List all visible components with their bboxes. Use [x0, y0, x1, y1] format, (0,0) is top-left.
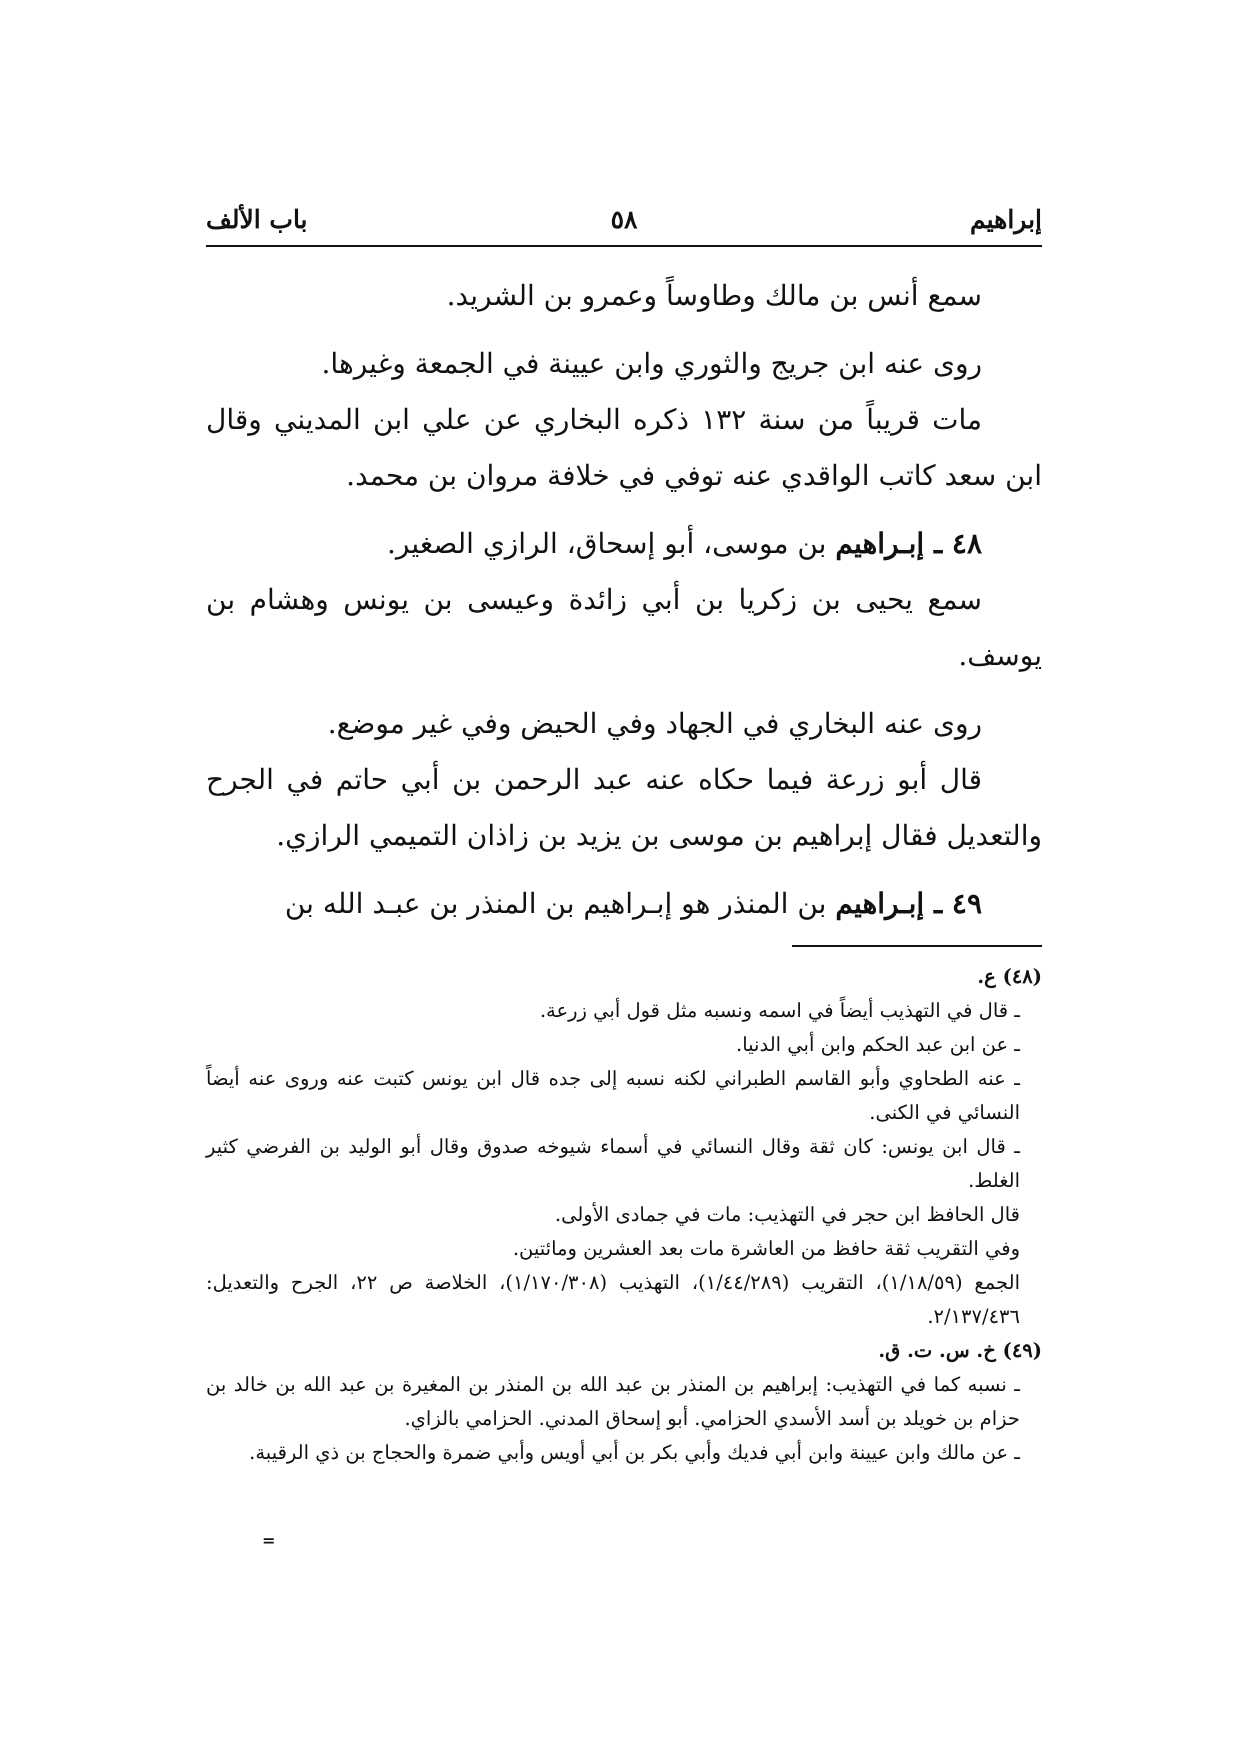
footnote-references: الجمع (١/١٨/٥٩)، التقريب (١/٤٤/٢٨٩)، التهذيب (١/١٧٠/٣٠٨)، الخلاصة ص ٢٢، الجرح والتعديل: ٢/١٣٧/٤٣٦. — [206, 1271, 1021, 1328]
footnote-49-marker: (٤٩) خ. س. ت. ق. — [878, 1339, 1042, 1362]
footnote-line: ـ عن ابن عبد الحكم وابن أبي الدنيا. — [736, 1033, 1020, 1056]
footnote-line: ـ قال في التهذيب أيضاً في اسمه ونسبه مثل قول أبي زرعة. — [539, 999, 1020, 1022]
running-header — [206, 205, 1042, 245]
paragraph-death: مات قريباً من سنة ١٣٢ ذكره البخاري عن علي ابن المديني وقال ابن سعد كاتب الواقدي عنه توفي في خلافة مروان بن محمد. — [206, 403, 1042, 492]
page-number: ٥٨ — [610, 205, 638, 234]
footnote-line: قال الحافظ ابن حجر في التهذيب: مات في جمادى الأولى. — [554, 1203, 1020, 1226]
header-divider — [206, 245, 1042, 247]
entry-49-number: ٤٩ ـ إبـراهيم — [835, 887, 982, 920]
footnote-line: ـ عنه الطحاوي وأبو القاسم الطبراني لكنه نسبه إلى جده قال ابن يونس كتبت عنه وروى عنه أيضاً النسائي في الكنى. — [206, 1067, 1020, 1124]
entry-48-heading — [206, 516, 1042, 572]
paragraph-entry48-narrated-by: روى عنه البخاري في الجهاد وفي الحيض وفي غير موضع. — [327, 707, 982, 740]
footnote-divider — [792, 945, 1042, 947]
entry-48-number: ٤٨ ـ إبـراهيم — [835, 527, 982, 560]
paragraph-entry48-heard-from: سمع يحيى بن زكريا بن أبي زائدة وعيسى بن يونس وهشام بن يوسف. — [206, 583, 1042, 672]
footnotes — [206, 960, 1042, 1470]
paragraph-narrated-by: روى عنه ابن جريج والثوري وابن عيينة في الجمعة وغيرها. — [321, 347, 982, 380]
entry-49-heading — [206, 876, 1042, 932]
header-chapter-title: باب الألف — [206, 205, 308, 234]
header-section-title: إبراهيم — [969, 205, 1042, 234]
main-text — [206, 268, 1042, 932]
entry-48-name: بن موسى، أبو إسحاق، الرازي الصغير. — [387, 527, 827, 560]
footnote-line: وفي التقريب ثقة حافظ من العاشرة مات بعد العشرين ومائتين. — [512, 1237, 1020, 1260]
footnote-line: ـ عن مالك وابن عيينة وابن أبي فديك وأبي بكر بن أبي أويس وأبي ضمرة والحجاج بن ذي الرقيبة. — [249, 1441, 1020, 1464]
paragraph-entry48-abu-zura: قال أبو زرعة فيما حكاه عنه عبد الرحمن بن أبي حاتم في الجرح والتعديل فقال إبراهيم بن موسى بن يزيد بن زاذان التميمي الرازي. — [206, 763, 1042, 852]
footnote-line: ـ نسبه كما في التهذيب: إبراهيم بن المنذر بن عبد الله بن المنذر بن المغيرة بن عبد الله بن خالد بن حزام بن خويلد بن أسد الأسدي الحزامي. أبو إسحاق المدني. الحزامي بالزاي. — [206, 1373, 1020, 1430]
footnote-line: ـ قال ابن يونس: كان ثقة وقال النسائي في أسماء شيوخه صدوق وقال أبو الوليد بن الفرضي كثير الغلط. — [206, 1135, 1020, 1192]
footnote-48-marker: (٤٨) ع. — [977, 965, 1042, 988]
paragraph-heard-from: سمع أنس بن مالك وطاوساً وعمرو بن الشريد. — [446, 279, 982, 312]
continuation-mark: = — [262, 1531, 276, 1550]
entry-49-name: بن المنذر هو إبـراهيم بن المنذر بن عبـد الله بن — [284, 887, 827, 920]
